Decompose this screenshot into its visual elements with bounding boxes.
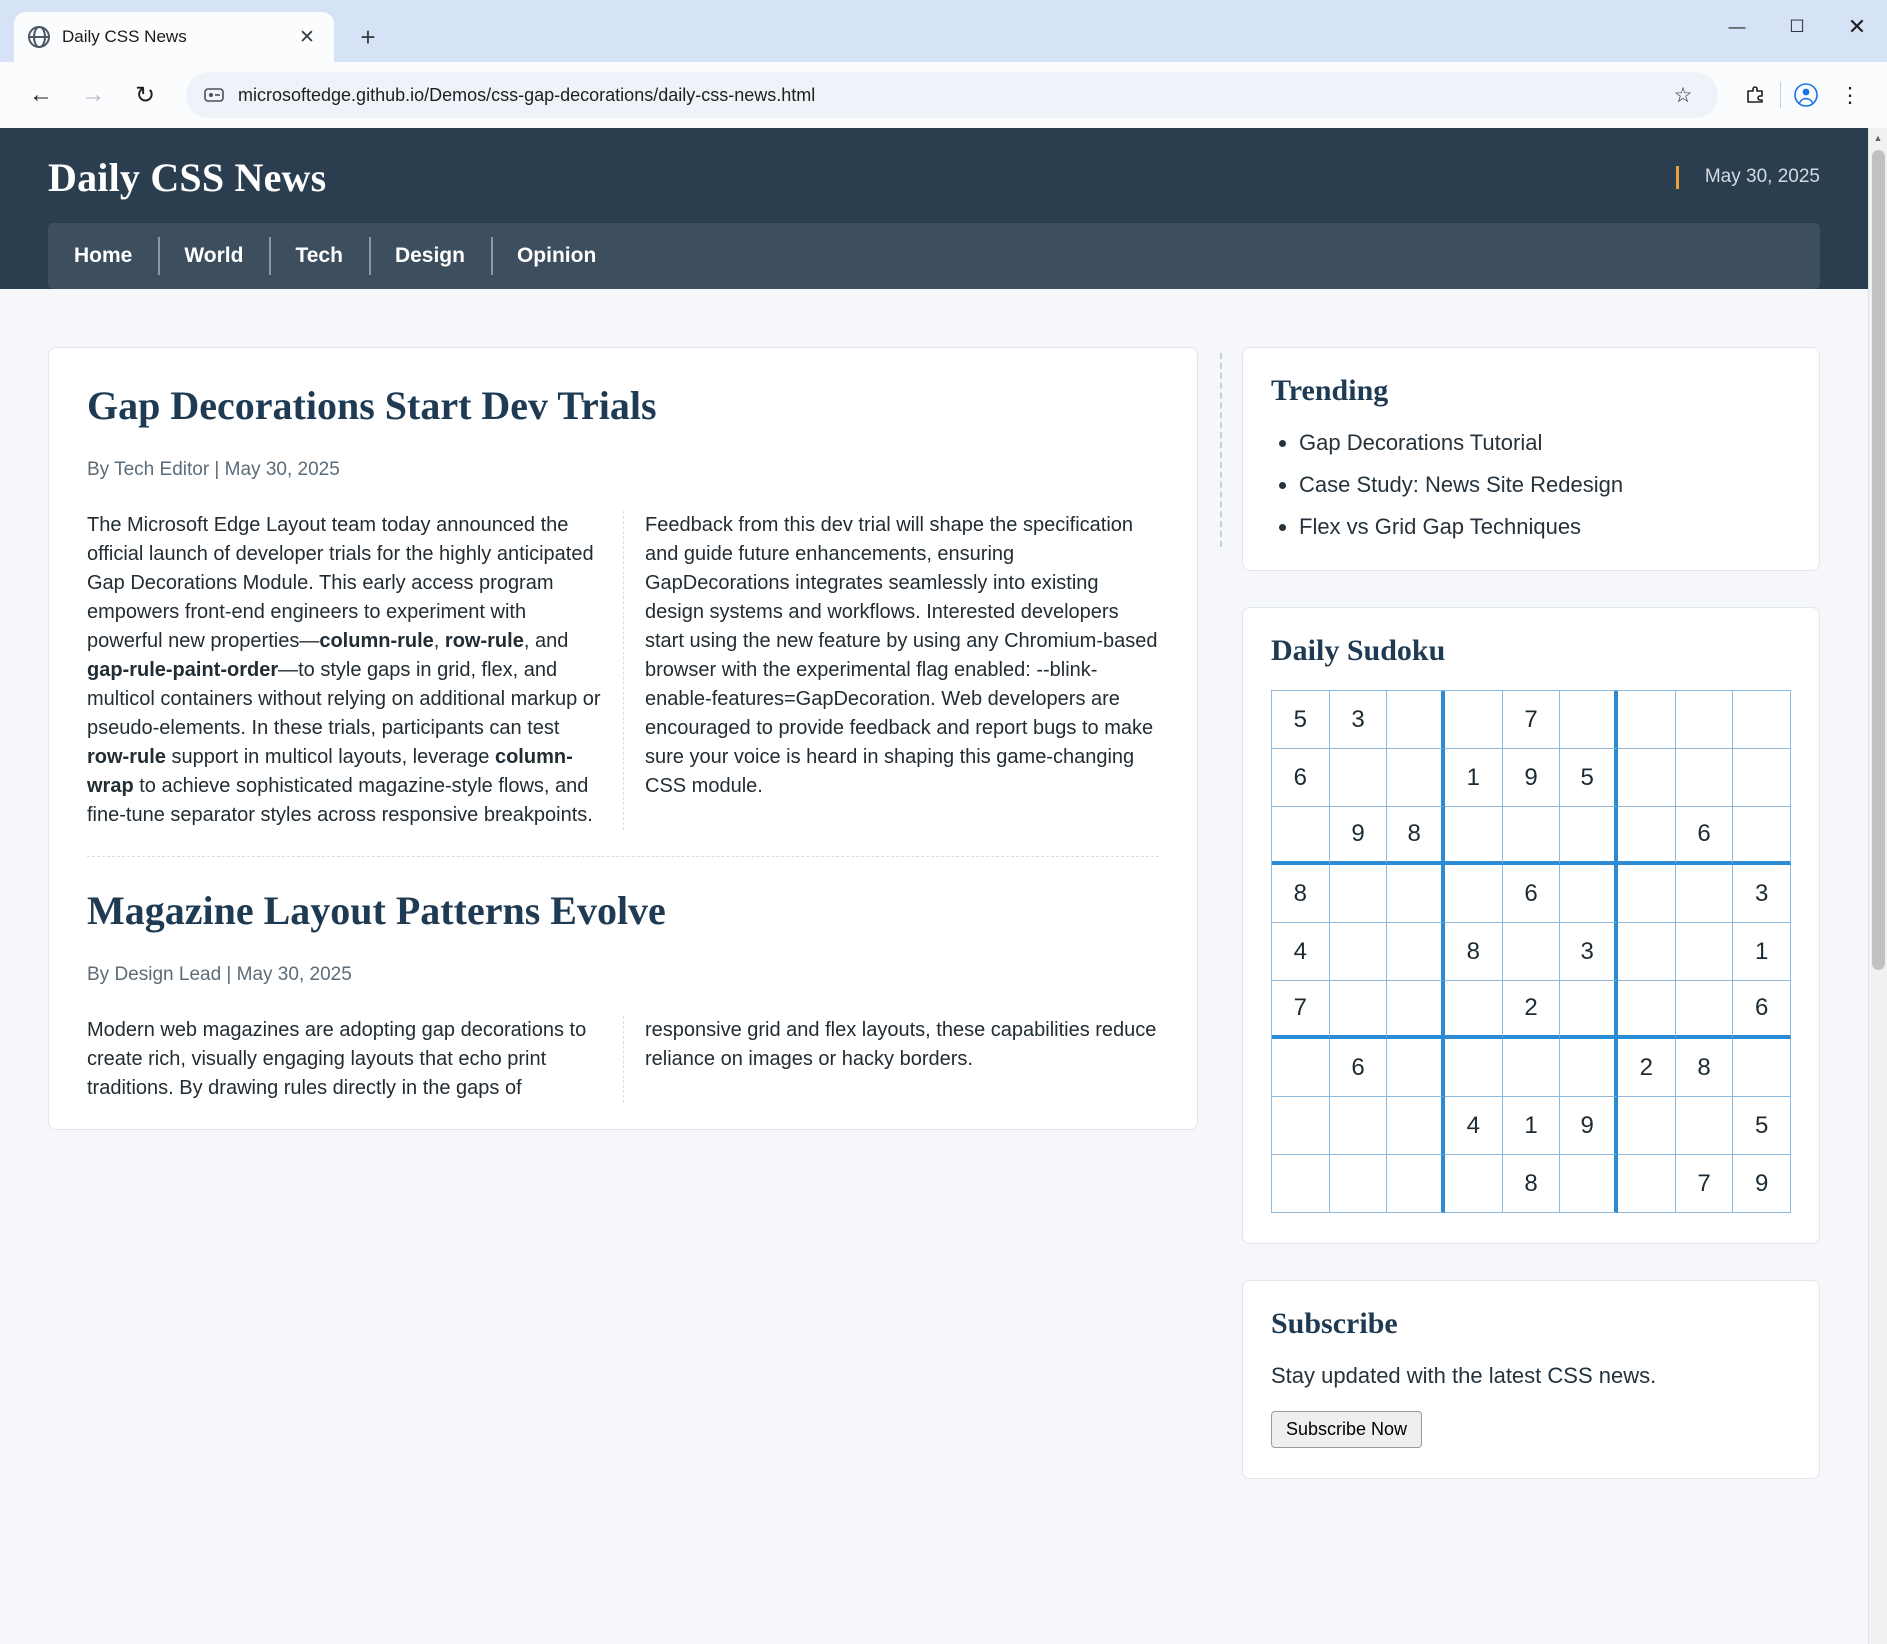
sudoku-cell-r8c6[interactable]: 9 — [1560, 1097, 1618, 1155]
sudoku-cell-r7c7[interactable]: 2 — [1618, 1039, 1676, 1097]
trending-card — [1242, 347, 1820, 571]
sudoku-cell-r8c2[interactable] — [1330, 1097, 1388, 1155]
sudoku-card — [1242, 607, 1820, 1244]
profile-icon[interactable] — [1787, 76, 1825, 114]
masthead-date: May 30, 2025 — [1676, 166, 1820, 189]
sudoku-cell-r5c9[interactable]: 1 — [1733, 923, 1791, 981]
sudoku-title: Daily Sudoku — [1271, 634, 1446, 667]
sudoku-cell-r3c5[interactable] — [1503, 807, 1561, 865]
sudoku-cell-r2c7[interactable] — [1618, 749, 1676, 807]
prop-column-rule: column-rule — [319, 630, 434, 652]
back-button[interactable]: ← — [29, 81, 53, 108]
sudoku-cell-r1c4[interactable] — [1445, 691, 1503, 749]
nav-item-opinion[interactable]: Opinion — [491, 223, 622, 289]
nav-item-world[interactable]: World — [158, 223, 269, 289]
new-tab-button[interactable]: + — [360, 22, 376, 52]
sidebar — [1242, 347, 1820, 1479]
site-logo: Daily CSS News — [48, 155, 327, 200]
sudoku-cell-r6c7[interactable] — [1618, 981, 1676, 1039]
list-item[interactable]: • Case Study: News Site Redesign — [1299, 472, 1791, 498]
sudoku-cell-r1c2[interactable]: 3 — [1330, 691, 1388, 749]
sudoku-cell-r2c3[interactable] — [1387, 749, 1445, 807]
sudoku-cell-r2c8[interactable] — [1676, 749, 1734, 807]
sudoku-cell-r4c4[interactable] — [1445, 865, 1503, 923]
sudoku-cell-r5c4[interactable]: 8 — [1445, 923, 1503, 981]
sudoku-cell-r9c2[interactable] — [1330, 1155, 1388, 1213]
sudoku-cell-r8c7[interactable] — [1618, 1097, 1676, 1155]
sudoku-cell-r4c1[interactable]: 8 — [1272, 865, 1330, 923]
sudoku-cell-r3c4[interactable] — [1445, 807, 1503, 865]
subscribe-text: Stay updated with the latest CSS news. — [1271, 1363, 1657, 1388]
sudoku-cell-r1c8[interactable] — [1676, 691, 1734, 749]
subscribe-button[interactable]: Subscribe Now — [1271, 1411, 1422, 1448]
sudoku-cell-r6c1[interactable]: 7 — [1272, 981, 1330, 1039]
sudoku-cell-r4c6[interactable] — [1560, 865, 1618, 923]
sudoku-cell-r9c6[interactable] — [1560, 1155, 1618, 1213]
sudoku-cell-r3c9[interactable] — [1733, 807, 1791, 865]
sudoku-cell-r7c9[interactable] — [1733, 1039, 1791, 1097]
browser-tab[interactable] — [14, 12, 334, 62]
sudoku-cell-r2c9[interactable] — [1733, 749, 1791, 807]
article-magazine-layout — [87, 856, 1159, 1129]
sudoku-cell-r5c5[interactable] — [1503, 923, 1561, 981]
article-body-part-4: to achieve sophisticated magazine-style flows, and fine-tune separator styles across responsive breakpoints. Feedback from this dev trial will shape the specification and guide future enhancements, ensuring GapDecorations integrates seamlessly into existing design systems and workflows. Interested developers start using the new feature by using any Chromium-based browser with the experimental flag enabled: --blink-enable-features=GapDecoration. Web developers are encouraged to provide feedback and report bugs to make sure your voice is heard in shaping this game-changing CSS module. — [87, 514, 1158, 826]
sudoku-cell-r7c4[interactable] — [1445, 1039, 1503, 1097]
sudoku-cell-r5c8[interactable] — [1676, 923, 1734, 981]
sudoku-cell-r9c3[interactable] — [1387, 1155, 1445, 1213]
subscribe-title: Subscribe — [1271, 1307, 1398, 1340]
sudoku-cell-r3c6[interactable] — [1560, 807, 1618, 865]
sudoku-cell-r5c1[interactable]: 4 — [1272, 923, 1330, 981]
masthead — [48, 154, 1820, 223]
nav-item-home[interactable]: Home — [74, 244, 133, 267]
sudoku-cell-r6c4[interactable] — [1445, 981, 1503, 1039]
sudoku-cell-r4c7[interactable] — [1618, 865, 1676, 923]
window-controls — [1707, 0, 1887, 54]
sudoku-cell-r3c3[interactable]: 8 — [1387, 807, 1445, 865]
prop-gap-rule-paint-order: gap-rule-paint-order — [87, 659, 279, 681]
minimize-button[interactable]: — — [1728, 17, 1746, 36]
sudoku-cell-r3c7[interactable] — [1618, 807, 1676, 865]
prop-column-wrap: column-wrap — [87, 746, 573, 797]
article-column — [48, 347, 1198, 1130]
sudoku-cell-r7c3[interactable] — [1387, 1039, 1445, 1097]
sudoku-cell-r4c2[interactable] — [1330, 865, 1388, 923]
web-page — [0, 128, 1868, 1644]
sudoku-cell-r5c3[interactable] — [1387, 923, 1445, 981]
sudoku-cell-r2c2[interactable] — [1330, 749, 1388, 807]
sudoku-cell-r7c2[interactable]: 6 — [1330, 1039, 1388, 1097]
subscribe-card — [1242, 1280, 1820, 1479]
sudoku-cell-r1c7[interactable] — [1618, 691, 1676, 749]
sudoku-cell-r5c7[interactable] — [1618, 923, 1676, 981]
article-gap-decorations — [87, 382, 1159, 856]
scrollbar-thumb[interactable] — [1872, 150, 1885, 970]
sudoku-cell-r3c1[interactable] — [1272, 807, 1330, 865]
article-body — [87, 1016, 1159, 1103]
sudoku-cell-r1c9[interactable] — [1733, 691, 1791, 749]
site-nav — [48, 223, 1820, 289]
sudoku-cell-r4c5[interactable]: 6 — [1503, 865, 1561, 923]
address-bar[interactable] — [186, 72, 1718, 118]
bookmark-icon[interactable]: ☆ — [1673, 83, 1693, 107]
sudoku-cell-r6c2[interactable] — [1330, 981, 1388, 1039]
text-sep-2: , and — [523, 630, 569, 652]
sudoku-cell-r6c8[interactable] — [1676, 981, 1734, 1039]
page-scrollbar[interactable] — [1868, 128, 1887, 1644]
sudoku-cell-r7c6[interactable] — [1560, 1039, 1618, 1097]
page-viewport — [0, 128, 1887, 1644]
nav-item-tech[interactable]: Tech — [269, 223, 368, 289]
site-header — [0, 128, 1868, 289]
globe-icon — [28, 26, 50, 48]
sudoku-cell-r9c7[interactable] — [1618, 1155, 1676, 1213]
sudoku-cell-r7c8[interactable]: 8 — [1676, 1039, 1734, 1097]
sudoku-cell-r1c5[interactable]: 7 — [1503, 691, 1561, 749]
article-byline: By Tech Editor | May 30, 2025 — [87, 459, 340, 480]
article-body-part-1: The Microsoft Edge Layout team today announced the official launch of developer trials for the highly anticipated Gap Decorations Module. This early access program empowers front-end engineers to experiment with powerful new properties— — [87, 514, 594, 652]
list-item[interactable]: • Flex vs Grid Gap Techniques — [1299, 514, 1791, 540]
tab-strip — [0, 0, 1887, 62]
tab-title: Daily CSS News — [62, 27, 187, 46]
sudoku-cell-r2c6[interactable]: 5 — [1560, 749, 1618, 807]
site-info-icon[interactable] — [202, 83, 226, 107]
sudoku-cell-r4c3[interactable] — [1387, 865, 1445, 923]
trending-list — [1271, 430, 1791, 540]
extensions-icon[interactable] — [1736, 76, 1774, 114]
sudoku-cell-r4c9[interactable]: 3 — [1733, 865, 1791, 923]
prop-row-rule: row-rule — [444, 630, 524, 652]
maximize-button[interactable]: ☐ — [1789, 17, 1805, 36]
article-title: Magazine Layout Patterns Evolve — [87, 888, 666, 933]
sudoku-cell-r9c5[interactable]: 8 — [1503, 1155, 1561, 1213]
sudoku-cell-r5c2[interactable] — [1330, 923, 1388, 981]
sudoku-cell-r7c1[interactable] — [1272, 1039, 1330, 1097]
nav-item-design[interactable]: Design — [369, 223, 491, 289]
sudoku-cell-r8c9[interactable]: 5 — [1733, 1097, 1791, 1155]
sudoku-cell-r2c5[interactable]: 9 — [1503, 749, 1561, 807]
sudoku-cell-r9c9[interactable]: 9 — [1733, 1155, 1791, 1213]
article-body-part-2: —to style gaps in grid, flex, and multicol containers without relying on additional markup or pseudo-elements. In these trials, participants can test — [87, 659, 601, 739]
window-close-button[interactable]: ✕ — [1847, 14, 1867, 39]
url-text: microsoftedge.github.io/Demos/css-gap-decorations/daily-css-news.html — [238, 84, 816, 105]
sudoku-cell-r6c3[interactable] — [1387, 981, 1445, 1039]
sudoku-cell-r1c3[interactable] — [1387, 691, 1445, 749]
toolbar-divider — [1780, 82, 1781, 108]
list-item[interactable]: • Gap Decorations Tutorial — [1299, 430, 1791, 456]
browser-menu-icon[interactable]: ⋮ — [1839, 83, 1861, 107]
sudoku-cell-r8c5[interactable]: 1 — [1503, 1097, 1561, 1155]
forward-button[interactable]: → — [81, 81, 105, 108]
sudoku-cell-r1c1[interactable]: 5 — [1272, 691, 1330, 749]
reload-button[interactable]: ↻ — [134, 81, 156, 109]
sudoku-cell-r7c5[interactable] — [1503, 1039, 1561, 1097]
article-body — [87, 511, 1159, 830]
page-content — [0, 311, 1868, 1479]
scroll-up-icon[interactable]: ▲ — [1873, 132, 1883, 143]
sudoku-cell-r6c9[interactable]: 6 — [1733, 981, 1791, 1039]
article-title: Gap Decorations Start Dev Trials — [87, 383, 657, 428]
article-body-part-3: support in multicol layouts, leverage — [165, 746, 495, 768]
trending-title: Trending — [1271, 374, 1389, 407]
text-sep-1: , — [433, 630, 445, 652]
sudoku-cell-r8c1[interactable] — [1272, 1097, 1330, 1155]
sudoku-cell-r5c6[interactable]: 3 — [1560, 923, 1618, 981]
sudoku-cell-r1c6[interactable] — [1560, 691, 1618, 749]
sudoku-cell-r6c6[interactable] — [1560, 981, 1618, 1039]
sudoku-cell-r3c8[interactable]: 6 — [1676, 807, 1734, 865]
sudoku-cell-r9c8[interactable]: 7 — [1676, 1155, 1734, 1213]
sudoku-cell-r2c4[interactable]: 1 — [1445, 749, 1503, 807]
article-byline: By Design Lead | May 30, 2025 — [87, 964, 352, 985]
article-body-text: Modern web magazines are adopting gap decorations to create rich, visually engaging layouts that echo print traditions. By drawing rules directly in the gaps of responsive grid and flex layouts, these capabilities reduce reliance on images or hacky borders. — [87, 1019, 1157, 1099]
sudoku-cell-r3c2[interactable]: 9 — [1330, 807, 1388, 865]
sudoku-cell-r9c1[interactable] — [1272, 1155, 1330, 1213]
sudoku-cell-r2c1[interactable]: 6 — [1272, 749, 1330, 807]
sudoku-cell-r4c8[interactable] — [1676, 865, 1734, 923]
sudoku-cell-r8c8[interactable] — [1676, 1097, 1734, 1155]
prop-row-rule-2: row-rule — [87, 746, 166, 768]
sudoku-cell-r6c5[interactable]: 2 — [1503, 981, 1561, 1039]
sudoku-cell-r9c4[interactable] — [1445, 1155, 1503, 1213]
sudoku-cell-r8c4[interactable]: 4 — [1445, 1097, 1503, 1155]
sudoku-cell-r8c3[interactable] — [1387, 1097, 1445, 1155]
close-icon[interactable]: ✕ — [299, 26, 315, 48]
sudoku-grid[interactable] — [1271, 690, 1791, 1213]
browser-toolbar — [0, 62, 1887, 128]
